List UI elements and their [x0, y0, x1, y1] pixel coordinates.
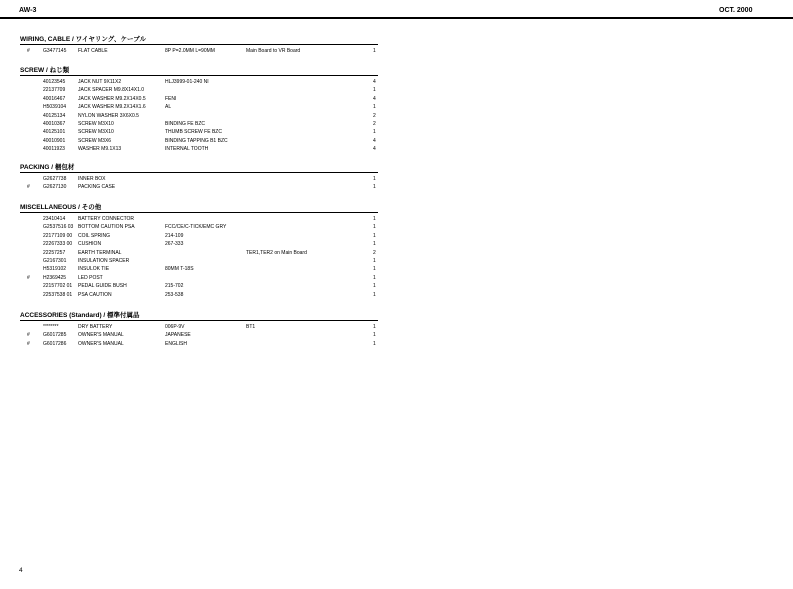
- part-qty: 1: [373, 176, 376, 182]
- parts-section: [20, 66, 380, 154]
- part-code: G2167301: [43, 257, 67, 264]
- part-row: [20, 323, 380, 331]
- part-code: 22177109 00: [43, 232, 73, 239]
- part-code: 22137709: [43, 87, 66, 94]
- part-qty: 1: [373, 48, 376, 54]
- part-code: 40123545: [43, 79, 66, 85]
- part-row: [20, 128, 380, 136]
- part-code: ********: [43, 324, 59, 330]
- part-row: [20, 257, 380, 265]
- part-code: 40125134: [43, 112, 66, 119]
- part-spec: 253-538: [165, 291, 184, 298]
- section-title: WIRING, CABLE / ワイヤリング、ケーブル: [20, 36, 146, 43]
- part-desc: JACK SPACER M9.8X14X1.0: [78, 87, 145, 94]
- part-code: 40016467: [43, 95, 66, 102]
- part-mark: #: [27, 340, 30, 347]
- part-row: [20, 291, 380, 299]
- part-spec: BINDING FE BZC: [165, 120, 206, 127]
- part-code: G6017286: [43, 340, 67, 347]
- part-desc: INSULATION SPACER: [78, 257, 130, 264]
- part-qty: 1: [373, 340, 376, 347]
- part-code: G2627130: [43, 184, 67, 191]
- model-name: AW-3: [19, 7, 37, 14]
- part-desc: OWNER'S MANUAL: [78, 332, 124, 339]
- part-desc: INNER BOX: [78, 176, 106, 182]
- part-code: 40011923: [43, 146, 65, 153]
- part-row: [20, 249, 380, 257]
- part-code: H2369425: [43, 274, 67, 281]
- part-code: 40125101: [43, 129, 66, 136]
- part-desc: WASHER M9.1X13: [78, 146, 122, 153]
- parts-section: [20, 35, 380, 55]
- part-row: [20, 340, 380, 348]
- part-qty: 4: [373, 137, 376, 144]
- part-row: [20, 274, 380, 282]
- part-qty: 1: [373, 332, 376, 339]
- section-title: PACKING / 梱包材: [20, 164, 75, 171]
- part-qty: 1: [373, 216, 376, 222]
- part-row: [20, 215, 380, 223]
- part-qty: 4: [373, 95, 376, 102]
- part-spec: HLJ3999-01-240 NI: [165, 79, 209, 85]
- part-qty: 2: [373, 112, 376, 119]
- part-desc: BATTERY CONNECTOR: [78, 216, 135, 222]
- part-code: G2627738: [43, 176, 67, 182]
- part-desc: FLAT CABLE: [78, 48, 108, 54]
- part-row: [20, 265, 380, 273]
- part-code: H5319102: [43, 266, 67, 273]
- part-spec: INTERNAL TOOTH: [165, 146, 209, 153]
- part-row: [20, 232, 380, 240]
- part-code: 22537538 01: [43, 291, 73, 298]
- part-desc: EARTH TERMINAL: [78, 249, 122, 256]
- part-code: 40010367: [43, 120, 66, 127]
- part-desc: NYLON WASHER 3X6X0.5: [78, 112, 139, 119]
- part-row: [20, 331, 380, 339]
- part-row: [20, 103, 380, 111]
- document-date: OCT. 2000: [719, 7, 753, 14]
- part-desc: JACK NUT 9X11X2: [78, 79, 122, 85]
- part-mark: #: [27, 274, 30, 281]
- part-qty: 2: [373, 120, 376, 127]
- part-desc: BOTTOM CAUTION PSA: [78, 224, 135, 231]
- part-remark: BT1: [246, 324, 256, 330]
- section-divider: [20, 212, 378, 213]
- part-code: 23410414: [43, 216, 66, 222]
- part-spec: JAPANESE: [165, 332, 191, 339]
- parts-section: [20, 203, 380, 299]
- part-spec: 267-333: [165, 241, 184, 248]
- part-code: 40010901: [43, 137, 66, 144]
- section-title: SCREW / ねじ類: [20, 67, 70, 74]
- section-title: MISCELLANEOUS / その他: [20, 204, 102, 211]
- part-desc: DRY BATTERY: [78, 324, 113, 330]
- part-qty: 1: [373, 324, 376, 330]
- part-row: [20, 86, 380, 94]
- part-desc: INSULOK TIE: [78, 266, 110, 273]
- part-row: [20, 112, 380, 120]
- part-spec: 006P-9V: [165, 324, 185, 330]
- part-qty: 1: [373, 104, 376, 111]
- part-row: [20, 183, 380, 191]
- page-number: 4: [19, 567, 23, 574]
- part-row: [20, 175, 380, 183]
- part-qty: 1: [373, 241, 376, 248]
- part-code: G2537516 03: [43, 224, 74, 231]
- part-spec: BINDING TAPPING B1 BZC: [165, 137, 228, 144]
- part-desc: SCREW M3X10: [78, 120, 114, 127]
- part-mark: #: [27, 184, 30, 191]
- part-code: G3477145: [43, 48, 67, 54]
- part-spec: ENGLISH: [165, 340, 187, 347]
- part-spec: 214-109: [165, 232, 184, 239]
- part-spec: THUMB SCREW FE BZC: [165, 129, 222, 136]
- part-row: [20, 95, 380, 103]
- part-spec: FENI: [165, 95, 177, 102]
- section-divider: [20, 172, 378, 173]
- part-spec: 8P P=2.0MM L=90MM: [165, 48, 215, 54]
- part-code: 22267333 00: [43, 241, 73, 248]
- part-mark: #: [27, 48, 30, 54]
- section-title: ACCESSORIES (Standard) / 標準付属品: [20, 312, 140, 319]
- part-row: [20, 120, 380, 128]
- part-qty: 1: [373, 184, 376, 191]
- part-code: G6017285: [43, 332, 67, 339]
- part-desc: JACK WASHER M9.2X14X1.6: [78, 104, 146, 111]
- part-desc: LED POST: [78, 274, 103, 281]
- part-row: [20, 145, 380, 153]
- part-desc: CUSHION: [78, 241, 102, 248]
- part-spec: AL: [165, 104, 172, 111]
- part-spec: 80MM T-18S: [165, 266, 194, 273]
- part-code: H5039104: [43, 104, 67, 111]
- part-qty: 2: [373, 249, 376, 256]
- part-desc: PSA CAUTION: [78, 291, 112, 298]
- section-divider: [20, 75, 378, 76]
- part-row: [20, 240, 380, 248]
- part-qty: 1: [373, 232, 376, 239]
- part-qty: 1: [373, 291, 376, 298]
- part-qty: 1: [373, 266, 376, 273]
- part-qty: 1: [373, 224, 376, 231]
- part-row: [20, 78, 380, 86]
- header-divider: [0, 17, 793, 19]
- part-desc: JACK WASHER M9.2X14X0.5: [78, 95, 146, 102]
- part-qty: 1: [373, 274, 376, 281]
- part-code: 22157702 01: [43, 283, 73, 290]
- section-divider: [20, 320, 378, 321]
- part-desc: SCREW M3X6: [78, 137, 112, 144]
- part-row: [20, 223, 380, 231]
- part-mark: #: [27, 332, 30, 339]
- part-row: [20, 137, 380, 145]
- parts-section: [20, 163, 380, 192]
- part-row: [20, 47, 380, 55]
- part-row: [20, 282, 380, 290]
- part-desc: OWNER'S MANUAL: [78, 340, 124, 347]
- parts-section: [20, 311, 380, 348]
- part-qty: 4: [373, 146, 376, 153]
- part-desc: COIL SPRING: [78, 232, 111, 239]
- part-spec: 215-702: [165, 283, 184, 290]
- part-qty: 1: [373, 257, 376, 264]
- part-desc: PACKING CASE: [78, 184, 116, 191]
- part-qty: 1: [373, 129, 376, 136]
- part-remark: TER1,TER2 on Main Board: [246, 249, 307, 256]
- part-qty: 1: [373, 87, 376, 94]
- part-desc: PEDAL GUIDE BUSH: [78, 283, 127, 290]
- part-qty: 1: [373, 283, 376, 290]
- part-desc: SCREW M3X10: [78, 129, 114, 136]
- part-remark: Main Board to VR Board: [246, 48, 301, 54]
- part-spec: FCC/CE/C-TICK/EMC GRY: [165, 224, 227, 231]
- part-code: 22257257: [43, 249, 66, 256]
- part-qty: 4: [373, 79, 376, 85]
- section-divider: [20, 44, 378, 45]
